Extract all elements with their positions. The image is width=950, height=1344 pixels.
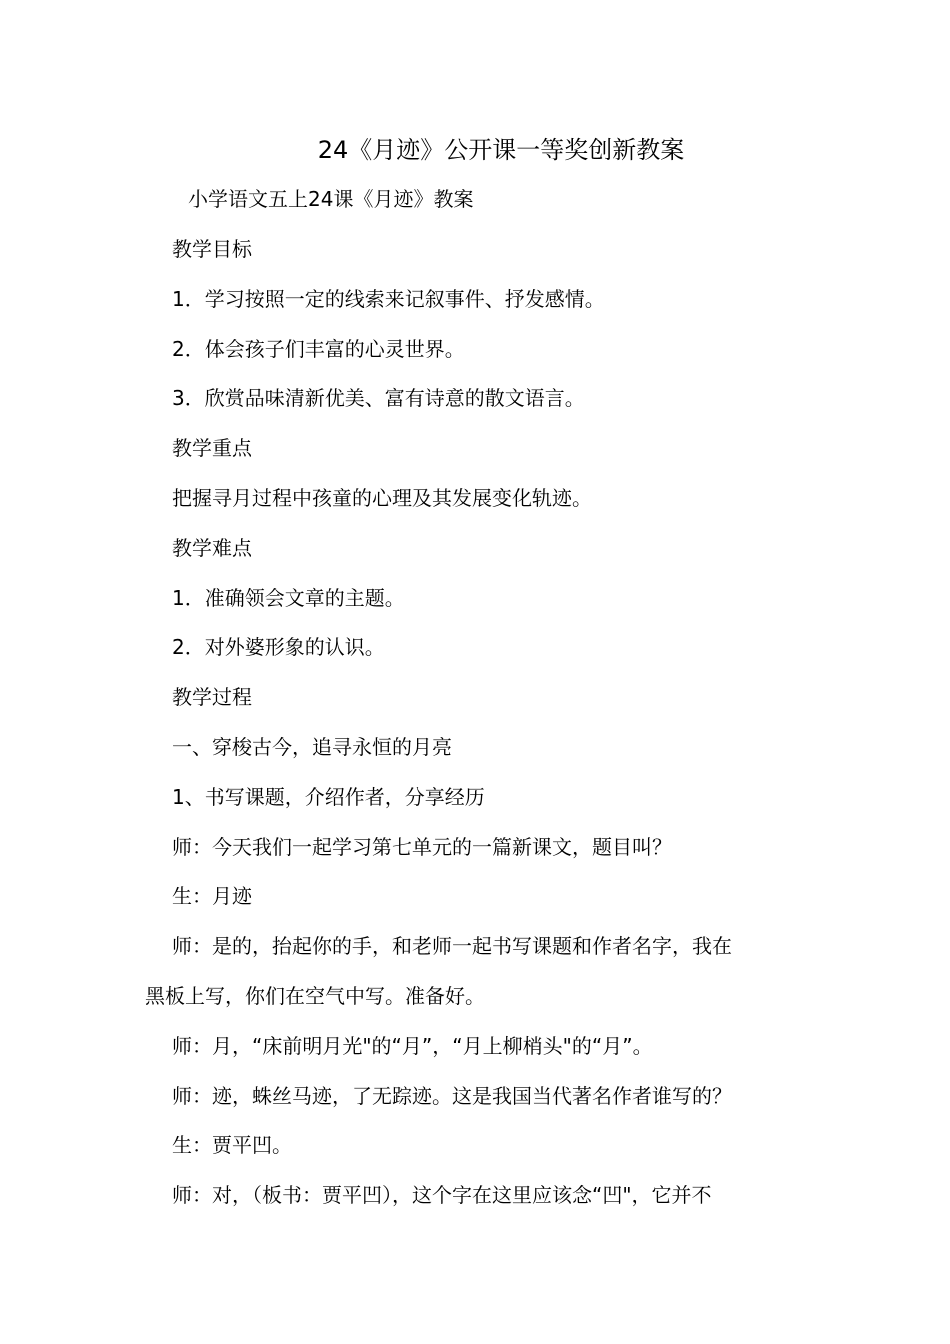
dialogue-line: 生：贾平凹。 — [172, 1133, 292, 1157]
process-part-1-heading: 一、穿梭古今，追寻永恒的月亮 — [172, 735, 452, 759]
section-heading-objectives: 教学目标 — [172, 237, 252, 261]
section-heading-key-points: 教学重点 — [172, 436, 252, 460]
objective-item-2: 2．体会孩子们丰富的心灵世界。 — [172, 337, 465, 361]
difficulty-item-2: 2．对外婆形象的认识。 — [172, 635, 385, 659]
document-subtitle: 小学语文五上24课《月迹》教案 — [188, 187, 474, 211]
dialogue-line: 生：月迹 — [172, 884, 252, 908]
section-heading-process: 教学过程 — [172, 685, 252, 709]
dialogue-line: 师：今天我们一起学习第七单元的一篇新课文，题目叫？ — [172, 835, 672, 859]
dialogue-line: 师：迹，蛛丝马迹，了无踪迹。这是我国当代著名作者谁写的？ — [172, 1084, 732, 1108]
document-title: 24《月迹》公开课一等奖创新教案 — [317, 136, 685, 164]
section-heading-difficulties: 教学难点 — [172, 536, 252, 560]
dialogue-line-continuation: 黑板上写，你们在空气中写。准备好。 — [145, 984, 485, 1008]
dialogue-line: 师：对，（板书：贾平凹），这个字在这里应该念“凹"，它并不 — [172, 1183, 712, 1207]
objective-item-3: 3．欣赏品味清新优美、富有诗意的散文语言。 — [172, 386, 585, 410]
difficulty-item-1: 1．准确领会文章的主题。 — [172, 586, 405, 610]
objective-item-1: 1．学习按照一定的线索来记叙事件、抒发感情。 — [172, 287, 605, 311]
dialogue-line: 师：月，“床前明月光"的“月”，“月上柳梢头"的“月”。 — [172, 1034, 653, 1058]
dialogue-line: 师：是的，抬起你的手，和老师一起书写课题和作者名字，我在 — [172, 934, 732, 958]
process-step-1-heading: 1、书写课题，介绍作者，分享经历 — [172, 785, 485, 809]
key-point-text: 把握寻月过程中孩童的心理及其发展变化轨迹。 — [172, 486, 592, 510]
